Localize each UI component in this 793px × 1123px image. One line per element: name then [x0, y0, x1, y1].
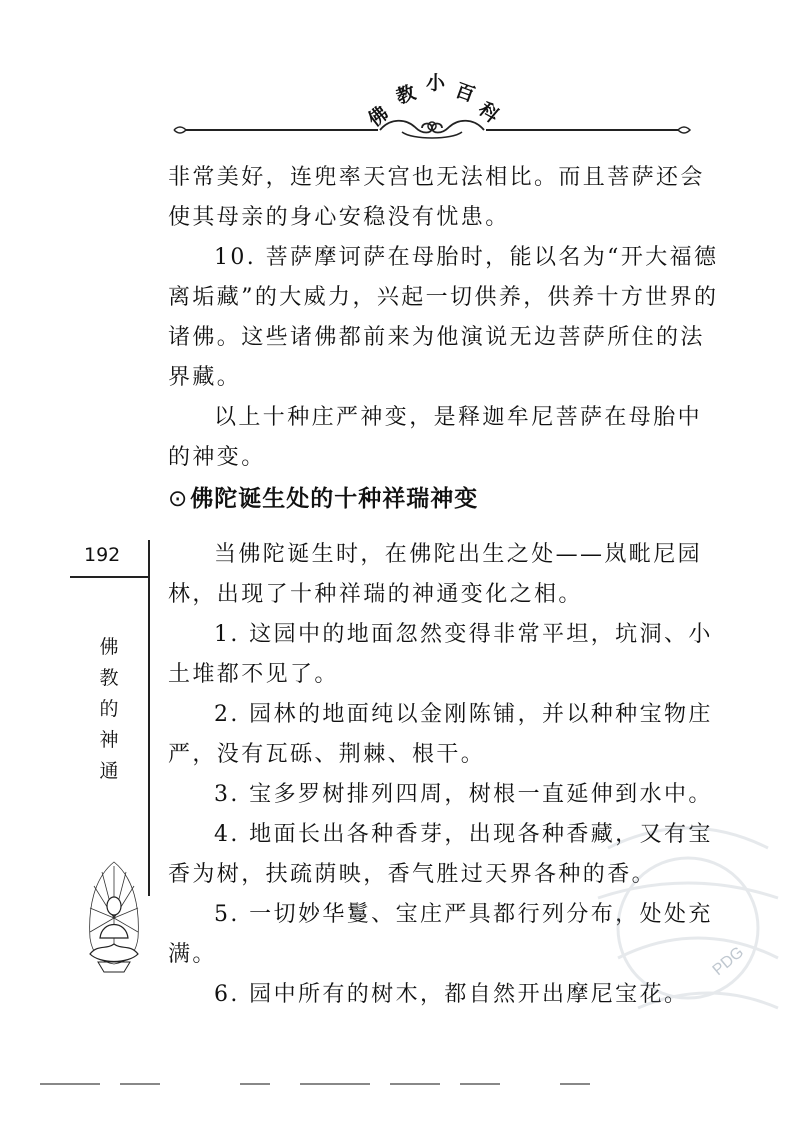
header-char: 佛 — [364, 102, 393, 132]
section-line: 1. 这园中的地面忽然变得非常平坦，坑洞、小 — [214, 622, 713, 647]
section-line: 香为树，扶疏荫映，香气胜过天界各种的香。 — [168, 862, 657, 887]
header-char: 小 — [426, 72, 446, 94]
section-line: 严，没有瓦砾、荆棘、根干。 — [168, 742, 486, 767]
subtitle-char: 通 — [99, 760, 119, 782]
section-line: 2. 园林的地面纯以金刚陈铺，并以种种宝物庄 — [214, 702, 713, 727]
section-line: 6. 园中所有的树木，都自然开出摩尼宝花。 — [214, 982, 689, 1007]
header-ornament-rule — [168, 118, 696, 142]
running-header-title — [360, 62, 503, 132]
subtitle-char: 佛 — [99, 636, 119, 658]
section-heading — [168, 480, 478, 513]
header-char: 百 — [452, 79, 478, 107]
header-char: 教 — [393, 81, 419, 109]
watermark-stamp — [578, 808, 793, 1038]
section-mark-icon: ⊙ — [168, 486, 189, 512]
body-line: 离垢藏”的大威力，兴起一切供养，供养十方世界的 — [168, 285, 719, 310]
body-line: 界藏。 — [168, 365, 242, 390]
body-line: 以上十种庄严神变，是释迦牟尼菩萨在母胎中 — [214, 405, 703, 430]
section-line: 5. 一切妙华鬘、宝庄严具都行列分布，处处充 — [214, 902, 713, 927]
section-line: 土堆都不见了。 — [168, 662, 339, 687]
margin-vertical-rule — [148, 540, 150, 896]
section-line: 3. 宝多罗树排列四周，树根一直延伸到水中。 — [214, 782, 713, 807]
footer-scan-marks — [40, 1080, 760, 1088]
section-line: 当佛陀诞生时，在佛陀出生之处——岚毗尼园 — [214, 542, 703, 567]
page-number: 192 — [84, 544, 121, 566]
section-line: 林，出现了十种祥瑞的神通变化之相。 — [168, 582, 583, 607]
section-title: 佛陀诞生处的十种祥瑞神变 — [190, 486, 479, 512]
header-char: 科 — [474, 98, 503, 128]
buddha-figure-icon — [84, 858, 144, 978]
subtitle-char: 教 — [99, 667, 119, 689]
body-line: 10. 菩萨摩诃萨在母胎时，能以名为“开大福德 — [214, 245, 719, 270]
body-line: 使其母亲的身心安稳没有忧患。 — [168, 205, 510, 230]
margin-horizontal-rule — [70, 576, 148, 578]
body-line: 非常美好，连兜率天宫也无法相比。而且菩萨还会 — [168, 165, 705, 190]
watermark-label: PDG — [709, 943, 748, 980]
subtitle-char: 神 — [99, 729, 119, 751]
subtitle-char: 的 — [99, 698, 119, 720]
body-line: 的神变。 — [168, 445, 266, 470]
section-line: 满。 — [168, 942, 217, 967]
body-line: 诸佛。这些诸佛都前来为他演说无边菩萨所住的法 — [168, 325, 705, 350]
section-line: 4. 地面长出各种香芽，出现各种香藏，又有宝 — [214, 822, 713, 847]
vertical-book-subtitle — [96, 632, 122, 787]
